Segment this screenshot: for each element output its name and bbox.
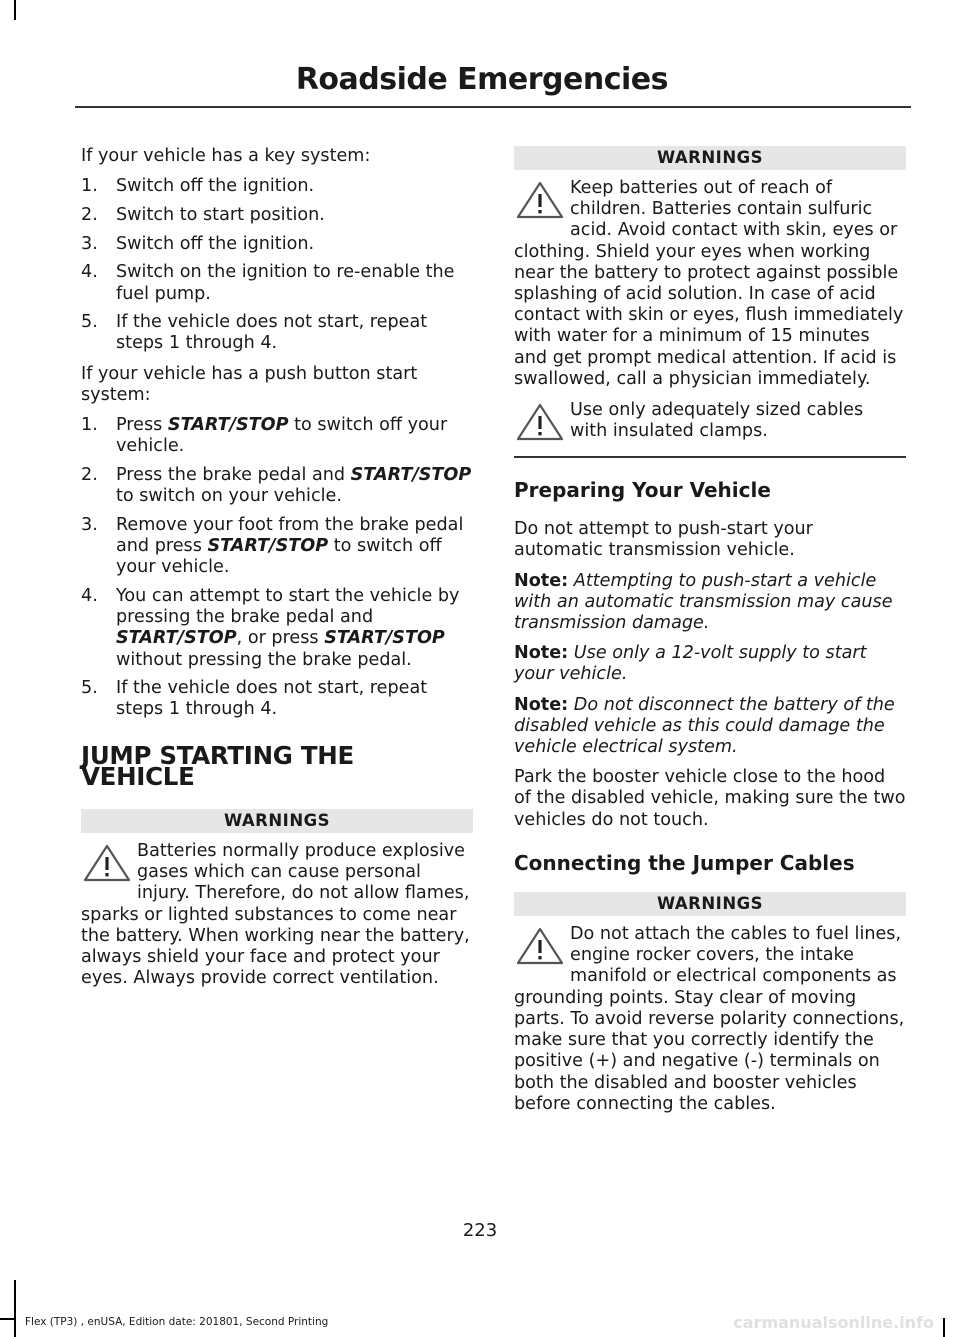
warning-triangle-icon xyxy=(514,402,566,442)
warning-text: Use only adequately sized cables with insulated clamps. xyxy=(570,400,864,442)
note: Note: Do not disconnect the battery of the disabled vehicle as this could damage the vehicle electrical system. xyxy=(514,694,895,758)
list-item: 5. If the vehicle does not start, repeat steps 1 through 4. xyxy=(81,312,428,354)
warning-text: Batteries normally produce explosive gases which can cause personal injury. Therefore, do not allow flames, sparks or lighted substances to come near the battery. When working near the battery, always shield your face and protect your eyes. Always provide correct ventilation. xyxy=(81,841,470,989)
edition-footer: Flex (TP3) , enUSA, Edition date: 201801, Second Printing xyxy=(25,1316,329,1328)
key-system-intro: If your vehicle has a key system: xyxy=(81,146,371,166)
crop-mark xyxy=(0,1318,16,1320)
key-system-steps xyxy=(81,176,473,354)
watermark: carmanualsonline.info xyxy=(733,1313,934,1332)
warning-triangle-icon xyxy=(81,843,133,883)
left-column xyxy=(81,146,473,1004)
warning-block xyxy=(81,809,473,989)
list-item: 2. Switch to start position. xyxy=(81,204,325,225)
list-item: 2. Press the brake pedal and START/STOP to switch on your vehicle. xyxy=(81,464,472,507)
warning-block xyxy=(514,146,906,390)
list-item: 3. Switch off the ignition. xyxy=(81,233,315,254)
paragraph: Park the booster vehicle close to the hood of the disabled vehicle, making sure the two vehicles do not touch. xyxy=(514,767,906,830)
list-item: 5. If the vehicle does not start, repeat steps 1 through 4. xyxy=(81,678,428,720)
push-button-intro: If your vehicle has a push button start system: xyxy=(81,363,418,405)
page-number: 223 xyxy=(462,1220,498,1241)
section-heading-jump-starting: JUMP STARTING THE VEHICLE xyxy=(81,740,354,791)
start-stop-label: START/STOP xyxy=(116,628,237,649)
section-heading-preparing: Preparing Your Vehicle xyxy=(514,478,771,503)
list-item: 4. You can attempt to start the vehicle by pressing the brake pedal and START/STOP, or press START/STOP without pressing the brake pedal. xyxy=(81,585,460,670)
section-heading-connecting: Connecting the Jumper Cables xyxy=(514,850,855,875)
crop-mark xyxy=(14,0,16,20)
list-item: 1. Press START/STOP to switch off your vehicle. xyxy=(81,415,448,457)
paragraph: Do not attempt to push-start your automatic transmission vehicle. xyxy=(514,519,813,561)
list-item: 1. Switch off the ignition. xyxy=(81,176,315,197)
warning-block xyxy=(514,892,906,1115)
start-stop-label: START/STOP xyxy=(167,415,289,436)
list-item: 3. Remove your foot from the brake pedal and press START/STOP to switch off your vehicle. xyxy=(81,514,464,578)
right-column xyxy=(514,146,906,1129)
warning-triangle-icon xyxy=(514,180,566,220)
note: Note: Use only a 12-volt supply to start your vehicle. xyxy=(514,643,867,685)
warning-triangle-icon xyxy=(514,926,566,966)
warning-block xyxy=(514,400,906,458)
page-title: Roadside Emergencies xyxy=(295,62,668,97)
header-rule xyxy=(75,106,911,108)
start-stop-label: START/STOP xyxy=(324,628,445,649)
warnings-label: WARNINGS xyxy=(514,892,906,916)
warnings-label: WARNINGS xyxy=(514,146,906,170)
warning-text: Do not attach the cables to fuel lines, engine rocker covers, the intake manifold or electrical components as grounding points. Stay clear of moving parts. To avoid reverse polarity connections, make sure that you correctly identify the positive (+) and negative (-) terminals on both the disabled and booster vehicles before connecting the cables. xyxy=(514,924,905,1114)
push-button-steps xyxy=(81,415,473,721)
crop-mark xyxy=(14,1280,16,1337)
note: Note: Attempting to push-start a vehicle with an automatic transmission may cause transmission damage. xyxy=(514,570,893,634)
start-stop-label: START/STOP xyxy=(207,536,329,557)
start-stop-label: START/STOP xyxy=(350,464,472,485)
crop-mark xyxy=(943,1318,945,1337)
warning-text: Keep batteries out of reach of children. Batteries contain sulfuric acid. Avoid contact with skin, eyes or clothing. Shield your eyes when working near the battery to protect against possible splashing of acid solution. In case of acid contact with skin or eyes, flush immediately with water for a minimum of 15 minutes and get prompt medical attention. If acid is swallowed, call a physician immediately. xyxy=(514,178,904,389)
list-item: 4. Switch on the ignition to re-enable the fuel pump. xyxy=(81,262,455,304)
warnings-label: WARNINGS xyxy=(81,809,473,833)
